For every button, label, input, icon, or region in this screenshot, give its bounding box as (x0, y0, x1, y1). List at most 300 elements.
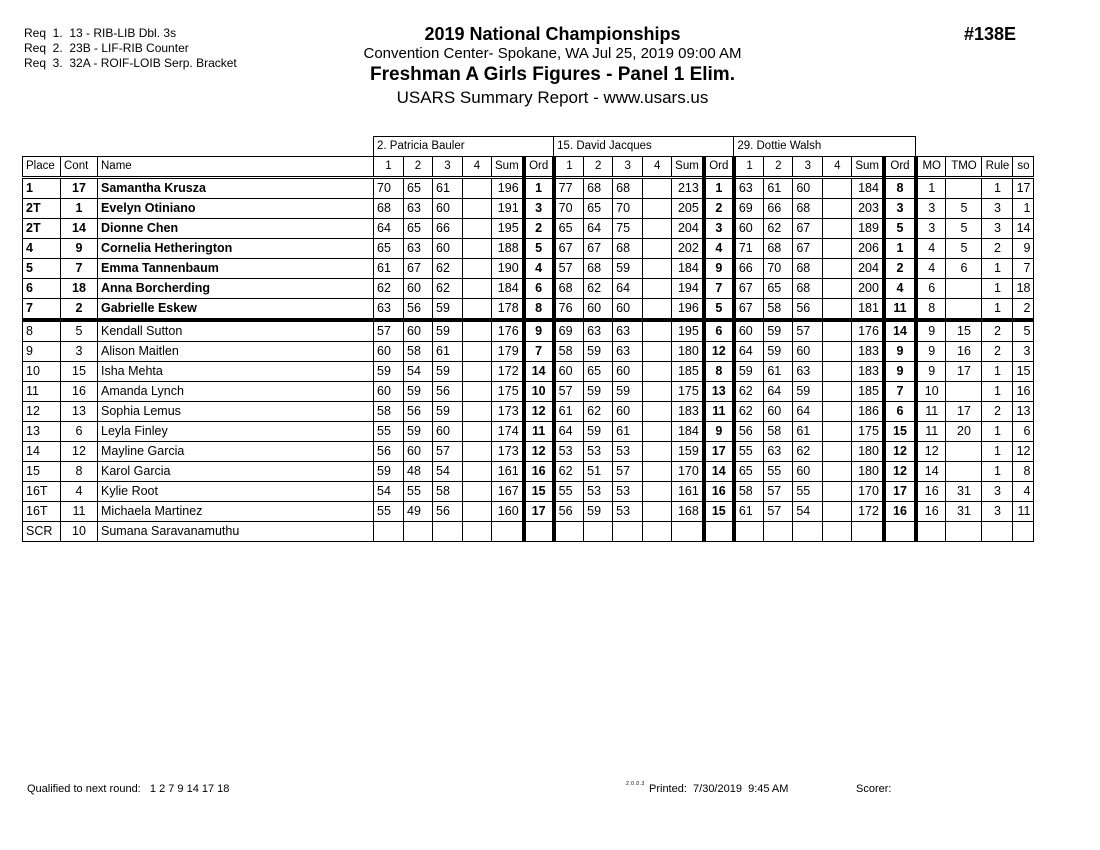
judge1-score-3-cell: 61 (433, 178, 463, 199)
judge2-ordinal-cell: 2 (704, 199, 734, 219)
skater-name-cell: Emma Tannenbaum (98, 259, 374, 279)
judge1-score-3-cell: 56 (433, 382, 463, 402)
contestant-number-cell: 16 (61, 382, 98, 402)
column-header-judge1-1: 1 (374, 157, 404, 178)
judge1-score-4-cell (463, 402, 492, 422)
judge3-ordinal-cell: 9 (884, 362, 916, 382)
tmo-cell: 17 (946, 362, 982, 382)
skater-name-cell: Isha Mehta (98, 362, 374, 382)
judge1-score-4-cell (463, 199, 492, 219)
rule-cell: 3 (982, 502, 1013, 522)
judge1-score-4-cell (463, 239, 492, 259)
tmo-cell (946, 522, 982, 542)
judge3-score-2-cell: 63 (764, 442, 793, 462)
contestant-number-cell: 13 (61, 402, 98, 422)
judge3-score-2-cell: 62 (764, 219, 793, 239)
judge3-ordinal-cell: 15 (884, 422, 916, 442)
judge3-score-4-cell (823, 342, 852, 362)
mo-cell: 9 (916, 320, 946, 342)
judge3-ordinal-cell: 16 (884, 502, 916, 522)
judge1-score-1-cell: 59 (374, 462, 404, 482)
judge1-score-1-cell: 56 (374, 442, 404, 462)
column-header-judge1-ord: Ord (524, 157, 554, 178)
judge3-score-4-cell (823, 320, 852, 342)
column-header-judge1-2: 2 (404, 157, 433, 178)
rule-cell: 1 (982, 279, 1013, 299)
judge1-sum-cell: 173 (492, 442, 524, 462)
judge1-score-3-cell: 60 (433, 239, 463, 259)
judge2-sum-cell: 180 (672, 342, 704, 362)
judge2-score-4-cell (643, 259, 672, 279)
version-label: 2.0.0.3 (626, 781, 645, 787)
so-cell: 14 (1013, 219, 1034, 239)
contestant-number-cell: 1 (61, 199, 98, 219)
place-cell: 5 (23, 259, 61, 279)
judge3-score-1-cell: 65 (734, 462, 764, 482)
contestant-number-cell: 11 (61, 502, 98, 522)
judge-3-name: 29. Dottie Walsh (734, 137, 916, 157)
judge2-score-4-cell (643, 279, 672, 299)
mo-cell: 10 (916, 382, 946, 402)
judge1-score-4-cell (463, 482, 492, 502)
judge2-score-3-cell: 75 (613, 219, 643, 239)
judge2-sum-cell: 204 (672, 219, 704, 239)
judge1-score-2-cell: 60 (404, 442, 433, 462)
judge2-score-4-cell (643, 342, 672, 362)
judge2-score-4-cell (643, 502, 672, 522)
rule-cell: 2 (982, 342, 1013, 362)
skater-name-cell: Karol Garcia (98, 462, 374, 482)
judge3-sum-cell: 175 (852, 422, 884, 442)
judge1-score-3-cell: 58 (433, 482, 463, 502)
judge3-score-3-cell: 67 (793, 239, 823, 259)
judge3-score-1-cell: 69 (734, 199, 764, 219)
judge1-score-2-cell: 63 (404, 239, 433, 259)
judge1-ordinal-cell: 12 (524, 402, 554, 422)
judge1-score-1-cell: 55 (374, 502, 404, 522)
judge1-ordinal-cell: 1 (524, 178, 554, 199)
place-cell: 14 (23, 442, 61, 462)
rule-cell: 3 (982, 199, 1013, 219)
judge2-score-4-cell (643, 362, 672, 382)
judge2-sum-cell: 183 (672, 402, 704, 422)
column-header-judge2-4: 4 (643, 157, 672, 178)
judge1-score-2-cell: 58 (404, 342, 433, 362)
judge3-ordinal-cell: 12 (884, 442, 916, 462)
judge1-sum-cell: 196 (492, 178, 524, 199)
contestant-number-cell: 14 (61, 219, 98, 239)
judge2-ordinal-cell: 1 (704, 178, 734, 199)
so-cell: 13 (1013, 402, 1034, 422)
judge1-score-1-cell: 65 (374, 239, 404, 259)
skater-name-cell: Dionne Chen (98, 219, 374, 239)
judge2-score-2-cell: 68 (584, 259, 613, 279)
judge3-ordinal-cell (884, 522, 916, 542)
place-cell: 13 (23, 422, 61, 442)
requirement-3: Req 3. 32A - ROIF-LOIB Serp. Bracket (24, 56, 237, 70)
judge-2-name: 15. David Jacques (554, 137, 734, 157)
column-header-place: Place (23, 157, 61, 178)
judge2-ordinal-cell: 11 (704, 402, 734, 422)
judge3-sum-cell: 172 (852, 502, 884, 522)
judge1-score-3-cell: 66 (433, 219, 463, 239)
scorer-label: Scorer: (856, 783, 892, 795)
judge1-score-4-cell (463, 422, 492, 442)
judge3-score-2-cell: 70 (764, 259, 793, 279)
judge1-sum-cell: 175 (492, 382, 524, 402)
judge1-score-2-cell: 56 (404, 299, 433, 321)
so-cell: 3 (1013, 342, 1034, 362)
judge1-score-3-cell (433, 522, 463, 542)
skater-name-cell: Sophia Lemus (98, 402, 374, 422)
requirement-2: Req 2. 23B - LIF-RIB Counter (24, 41, 189, 55)
so-cell: 2 (1013, 299, 1034, 321)
judge1-sum-cell (492, 522, 524, 542)
judge1-score-3-cell: 59 (433, 362, 463, 382)
judge2-ordinal-cell: 4 (704, 239, 734, 259)
judge2-sum-cell: 161 (672, 482, 704, 502)
judge2-score-4-cell (643, 462, 672, 482)
judge1-score-4-cell (463, 382, 492, 402)
judge3-score-4-cell (823, 178, 852, 199)
judge2-score-4-cell (643, 482, 672, 502)
judge2-score-2-cell: 62 (584, 279, 613, 299)
rule-cell: 1 (982, 178, 1013, 199)
so-cell: 8 (1013, 462, 1034, 482)
judge1-score-3-cell: 60 (433, 422, 463, 442)
judge3-score-3-cell: 64 (793, 402, 823, 422)
judge2-score-1-cell: 70 (554, 199, 584, 219)
column-header-judge1-sum: Sum (492, 157, 524, 178)
skater-name-cell: Mayline Garcia (98, 442, 374, 462)
judge3-ordinal-cell: 1 (884, 239, 916, 259)
judge1-score-4-cell (463, 502, 492, 522)
table-row (23, 178, 1034, 199)
judge3-score-4-cell (823, 299, 852, 321)
judge2-score-1-cell: 56 (554, 502, 584, 522)
judge3-sum-cell: 189 (852, 219, 884, 239)
judge2-sum-cell: 184 (672, 422, 704, 442)
column-header-judge1-4: 4 (463, 157, 492, 178)
judge2-score-2-cell: 63 (584, 320, 613, 342)
place-cell: 6 (23, 279, 61, 299)
judge2-score-2-cell: 59 (584, 422, 613, 442)
judge3-score-1-cell: 66 (734, 259, 764, 279)
rule-cell: 3 (982, 482, 1013, 502)
judge2-score-4-cell (643, 442, 672, 462)
judge1-score-3-cell: 57 (433, 442, 463, 462)
judge1-score-4-cell (463, 299, 492, 321)
column-header-cont: Cont (61, 157, 98, 178)
judge1-ordinal-cell: 3 (524, 199, 554, 219)
judge1-score-2-cell: 65 (404, 178, 433, 199)
judge2-score-1-cell: 62 (554, 462, 584, 482)
contestant-number-cell: 3 (61, 342, 98, 362)
judge1-score-1-cell: 57 (374, 320, 404, 342)
judge3-score-1-cell: 67 (734, 299, 764, 321)
column-header-judge3-1: 1 (734, 157, 764, 178)
judge1-ordinal-cell: 4 (524, 259, 554, 279)
column-header-judge3-2: 2 (764, 157, 793, 178)
judge1-sum-cell: 160 (492, 502, 524, 522)
judge3-ordinal-cell: 11 (884, 299, 916, 321)
column-header-rule: Rule (982, 157, 1013, 178)
judge2-score-4-cell (643, 199, 672, 219)
so-cell: 9 (1013, 239, 1034, 259)
column-header-name: Name (98, 157, 374, 178)
table-row (23, 342, 1034, 362)
judge2-score-1-cell: 64 (554, 422, 584, 442)
judge2-ordinal-cell: 15 (704, 502, 734, 522)
judge1-score-1-cell: 59 (374, 362, 404, 382)
judge2-ordinal-cell: 9 (704, 422, 734, 442)
judge2-sum-cell: 184 (672, 259, 704, 279)
tmo-cell: 31 (946, 502, 982, 522)
rule-cell: 2 (982, 402, 1013, 422)
judge1-ordinal-cell: 16 (524, 462, 554, 482)
skater-name-cell: Samantha Krusza (98, 178, 374, 199)
judge2-score-3-cell: 60 (613, 402, 643, 422)
judge1-score-2-cell: 59 (404, 422, 433, 442)
tmo-cell: 31 (946, 482, 982, 502)
contestant-number-cell: 17 (61, 178, 98, 199)
judge2-score-1-cell: 69 (554, 320, 584, 342)
tmo-cell: 20 (946, 422, 982, 442)
contestant-number-cell: 18 (61, 279, 98, 299)
judge2-score-4-cell (643, 382, 672, 402)
table-row (23, 442, 1034, 462)
judge3-score-4-cell (823, 522, 852, 542)
judge2-ordinal-cell: 7 (704, 279, 734, 299)
judge2-sum-cell: 195 (672, 320, 704, 342)
mo-cell (916, 522, 946, 542)
judge2-score-1-cell: 53 (554, 442, 584, 462)
judge2-sum-cell: 196 (672, 299, 704, 321)
judge3-score-3-cell: 68 (793, 279, 823, 299)
judge1-score-3-cell: 59 (433, 299, 463, 321)
judge3-score-2-cell (764, 522, 793, 542)
judge2-score-2-cell: 65 (584, 199, 613, 219)
place-cell: 7 (23, 299, 61, 321)
column-header-judge3-4: 4 (823, 157, 852, 178)
so-cell (1013, 522, 1034, 542)
judge3-ordinal-cell: 2 (884, 259, 916, 279)
judge3-score-3-cell: 61 (793, 422, 823, 442)
judge2-score-2-cell: 59 (584, 342, 613, 362)
judge1-score-4-cell (463, 342, 492, 362)
column-header-judge2-3: 3 (613, 157, 643, 178)
judge3-score-3-cell: 56 (793, 299, 823, 321)
judge3-score-1-cell: 61 (734, 502, 764, 522)
so-cell: 11 (1013, 502, 1034, 522)
mo-cell: 14 (916, 462, 946, 482)
place-cell: 12 (23, 402, 61, 422)
judge3-ordinal-cell: 9 (884, 342, 916, 362)
table-row (23, 482, 1034, 502)
mo-cell: 6 (916, 279, 946, 299)
skater-name-cell: Evelyn Otiniano (98, 199, 374, 219)
tmo-cell (946, 178, 982, 199)
judge3-score-3-cell: 62 (793, 442, 823, 462)
judge2-score-3-cell: 57 (613, 462, 643, 482)
judge1-score-1-cell: 55 (374, 422, 404, 442)
place-cell: SCR (23, 522, 61, 542)
mo-cell: 9 (916, 362, 946, 382)
judge3-score-3-cell: 57 (793, 320, 823, 342)
mo-cell: 4 (916, 239, 946, 259)
so-cell: 4 (1013, 482, 1034, 502)
table-row (23, 422, 1034, 442)
place-cell: 2T (23, 199, 61, 219)
judge1-ordinal-cell: 7 (524, 342, 554, 362)
mo-cell: 1 (916, 178, 946, 199)
judge1-ordinal-cell: 12 (524, 442, 554, 462)
judge3-sum-cell: 183 (852, 362, 884, 382)
judge2-score-1-cell: 60 (554, 362, 584, 382)
judge2-score-3-cell: 53 (613, 502, 643, 522)
so-cell: 1 (1013, 199, 1034, 219)
column-header-tmo: TMO (946, 157, 982, 178)
skater-name-cell: Sumana Saravanamuthu (98, 522, 374, 542)
judge1-score-2-cell: 67 (404, 259, 433, 279)
judge3-score-4-cell (823, 382, 852, 402)
judge3-score-4-cell (823, 362, 852, 382)
judge3-sum-cell: 203 (852, 199, 884, 219)
judge2-score-3-cell (613, 522, 643, 542)
mo-cell: 4 (916, 259, 946, 279)
judge3-score-4-cell (823, 199, 852, 219)
judge3-ordinal-cell: 8 (884, 178, 916, 199)
judge3-score-4-cell (823, 422, 852, 442)
judge2-score-2-cell: 65 (584, 362, 613, 382)
judge3-score-4-cell (823, 239, 852, 259)
judge3-score-2-cell: 66 (764, 199, 793, 219)
judge1-score-1-cell: 60 (374, 342, 404, 362)
judge1-sum-cell: 195 (492, 219, 524, 239)
rule-cell: 1 (982, 442, 1013, 462)
judge1-score-3-cell: 56 (433, 502, 463, 522)
judge3-sum-cell (852, 522, 884, 542)
judge3-score-1-cell: 71 (734, 239, 764, 259)
judge3-sum-cell: 183 (852, 342, 884, 362)
contestant-number-cell: 10 (61, 522, 98, 542)
skater-name-cell: Gabrielle Eskew (98, 299, 374, 321)
event-title: Freshman A Girls Figures - Panel 1 Elim. (370, 64, 735, 85)
judge2-ordinal-cell: 17 (704, 442, 734, 462)
contestant-number-cell: 9 (61, 239, 98, 259)
so-cell: 7 (1013, 259, 1034, 279)
report-subtitle: USARS Summary Report - www.usars.us (396, 88, 709, 107)
judge1-score-4-cell (463, 320, 492, 342)
skater-name-cell: Michaela Martinez (98, 502, 374, 522)
skater-name-cell: Kylie Root (98, 482, 374, 502)
judge1-score-1-cell (374, 522, 404, 542)
judge2-score-1-cell: 55 (554, 482, 584, 502)
judge1-score-1-cell: 54 (374, 482, 404, 502)
mo-cell: 3 (916, 219, 946, 239)
rule-cell: 2 (982, 239, 1013, 259)
rule-cell: 1 (982, 422, 1013, 442)
rule-cell: 3 (982, 219, 1013, 239)
judge2-ordinal-cell: 14 (704, 462, 734, 482)
judge2-ordinal-cell: 13 (704, 382, 734, 402)
judge1-score-1-cell: 62 (374, 279, 404, 299)
judge2-score-2-cell: 64 (584, 219, 613, 239)
judge2-score-2-cell: 68 (584, 178, 613, 199)
judge1-score-2-cell (404, 522, 433, 542)
place-cell: 16T (23, 502, 61, 522)
tmo-cell (946, 442, 982, 462)
tmo-cell: 5 (946, 219, 982, 239)
judge2-score-2-cell: 51 (584, 462, 613, 482)
judge1-sum-cell: 190 (492, 259, 524, 279)
judge1-score-2-cell: 49 (404, 502, 433, 522)
tmo-cell: 5 (946, 239, 982, 259)
mo-cell: 8 (916, 299, 946, 321)
judge3-score-2-cell: 57 (764, 502, 793, 522)
judge2-score-3-cell: 59 (613, 382, 643, 402)
judge2-score-2-cell: 67 (584, 239, 613, 259)
judge2-score-1-cell: 58 (554, 342, 584, 362)
judge2-ordinal-cell: 6 (704, 320, 734, 342)
judge3-score-3-cell: 68 (793, 199, 823, 219)
judge3-score-3-cell (793, 522, 823, 542)
judge2-score-3-cell: 63 (613, 320, 643, 342)
rule-cell: 1 (982, 462, 1013, 482)
judge2-score-3-cell: 68 (613, 178, 643, 199)
judge3-ordinal-cell: 5 (884, 219, 916, 239)
judge2-score-2-cell: 60 (584, 299, 613, 321)
rule-cell: 1 (982, 259, 1013, 279)
table-row (23, 362, 1034, 382)
judge2-score-1-cell: 68 (554, 279, 584, 299)
judge2-score-1-cell: 65 (554, 219, 584, 239)
judge2-sum-cell (672, 522, 704, 542)
judge1-score-4-cell (463, 219, 492, 239)
so-cell: 12 (1013, 442, 1034, 462)
judge2-score-3-cell: 64 (613, 279, 643, 299)
so-cell: 15 (1013, 362, 1034, 382)
judge1-score-3-cell: 61 (433, 342, 463, 362)
judge1-score-2-cell: 65 (404, 219, 433, 239)
judge1-score-4-cell (463, 362, 492, 382)
judge3-score-1-cell (734, 522, 764, 542)
venue-datetime: Convention Center- Spokane, WA Jul 25, 2019 09:00 AM (363, 45, 742, 62)
judge2-score-3-cell: 68 (613, 239, 643, 259)
judge3-sum-cell: 200 (852, 279, 884, 299)
table-row (23, 502, 1034, 522)
judge1-score-3-cell: 60 (433, 199, 463, 219)
judge1-score-2-cell: 60 (404, 279, 433, 299)
judge2-score-1-cell: 77 (554, 178, 584, 199)
contestant-number-cell: 8 (61, 462, 98, 482)
judge1-sum-cell: 184 (492, 279, 524, 299)
skater-name-cell: Anna Borcherding (98, 279, 374, 299)
place-cell: 4 (23, 239, 61, 259)
rule-cell: 1 (982, 362, 1013, 382)
judge3-score-2-cell: 61 (764, 178, 793, 199)
judge1-score-1-cell: 64 (374, 219, 404, 239)
judge3-score-1-cell: 62 (734, 402, 764, 422)
judge1-score-2-cell: 63 (404, 199, 433, 219)
judge3-score-2-cell: 55 (764, 462, 793, 482)
judge3-score-1-cell: 62 (734, 382, 764, 402)
judge3-score-1-cell: 67 (734, 279, 764, 299)
judge2-score-1-cell: 57 (554, 382, 584, 402)
judge3-score-1-cell: 63 (734, 178, 764, 199)
judge3-score-2-cell: 60 (764, 402, 793, 422)
tmo-cell: 15 (946, 320, 982, 342)
